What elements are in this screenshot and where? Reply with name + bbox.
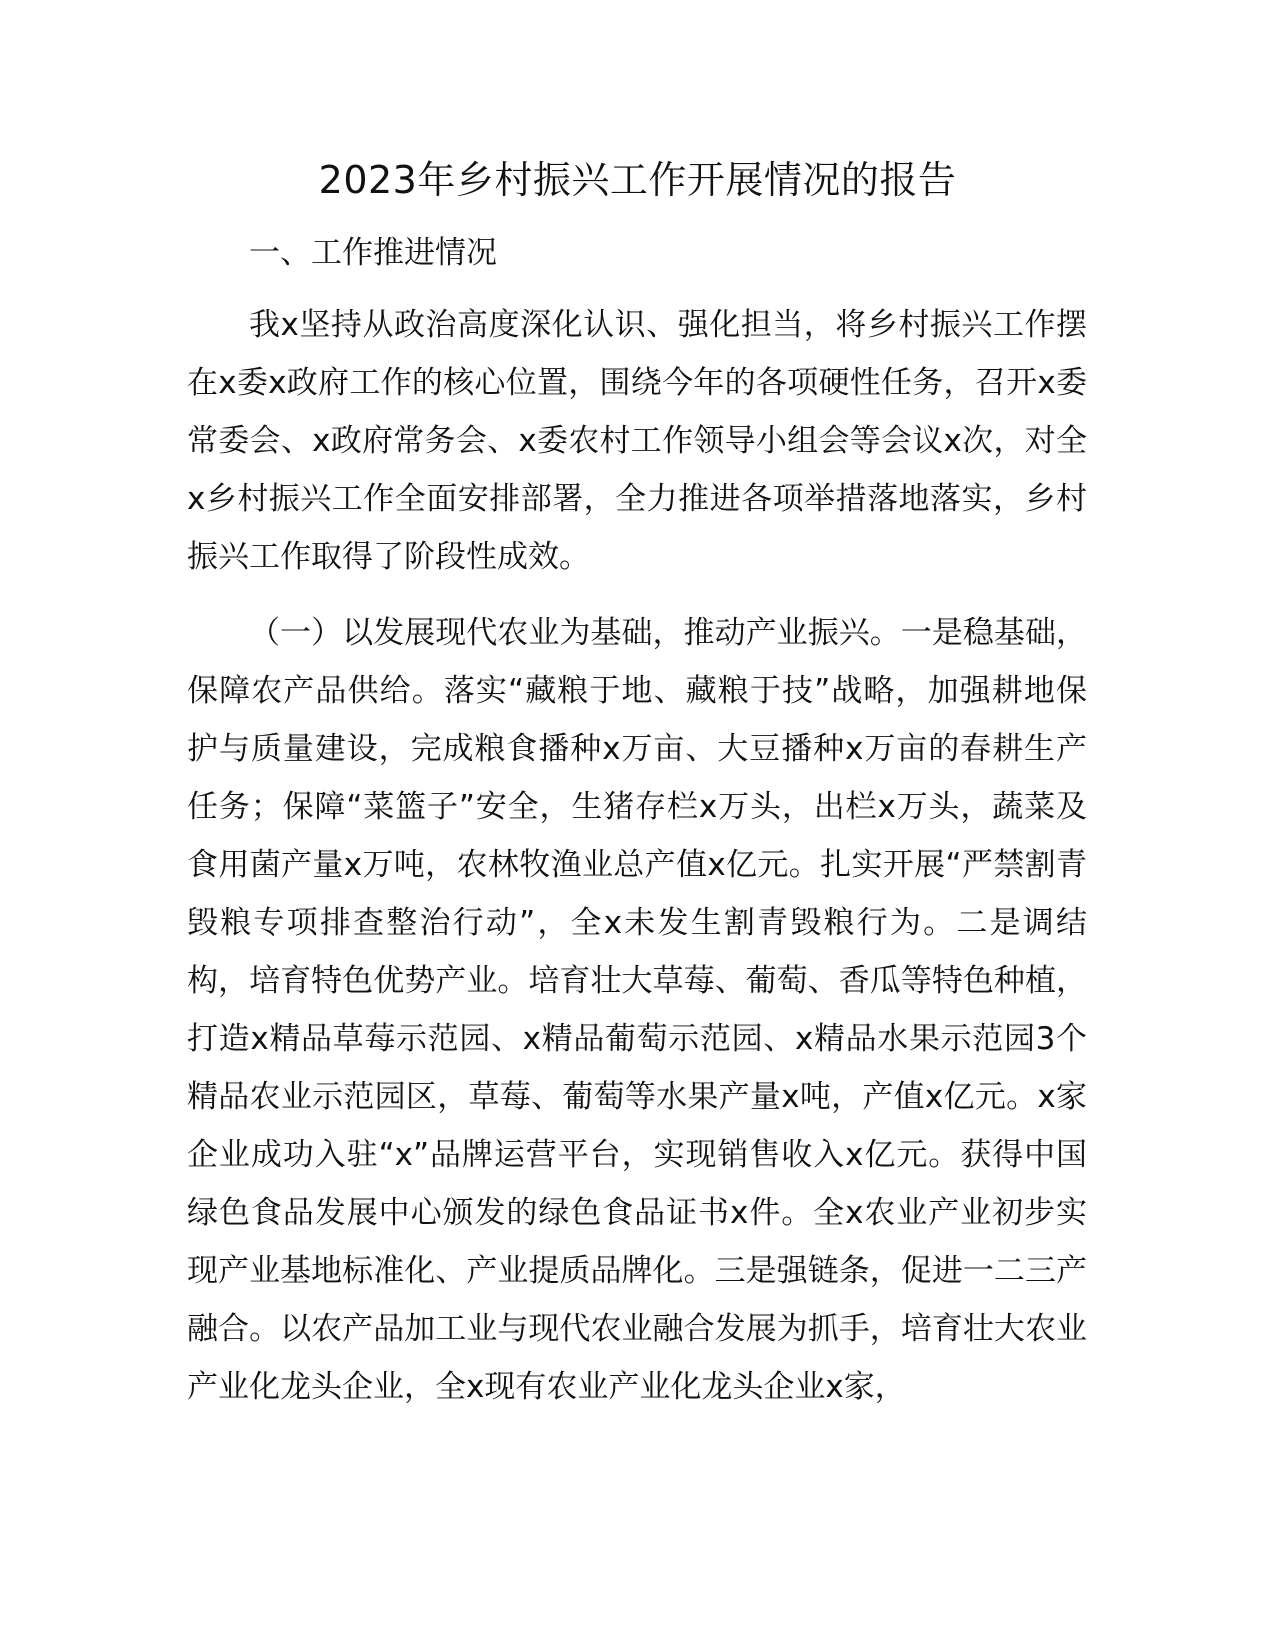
section-heading: 一、工作推进情况 (249, 235, 497, 271)
paragraph-industry: （一）以发展现代农业为基础，推动产业振兴。一是稳基础，保障农产品供给。落实“藏粮于地、藏粮于技”战略，加强耕地保护与质量建设，完成粮食播种x万亩、大豆播种x万亩的春耕生产任务；保障“菜篮子”安全，生猪存栏x万头，出栏x万头，蔬菜及食用菌产量x万吨，农林牧渔业总产值x亿元。扎实开展“严禁割青毁粮专项排查整治行动”，全x未发生割青毁粮行为。二是调结构，培育特色优势产业。培育壮大草莓、葡萄、香瓜等特色种植，打造x精品草莓示范园、x精品葡萄示范园、x精品水果示范园3个精品农业示范园区，草莓、葡萄等水果产量x吨，产值x亿元。x家企业成功入驻“x”品牌运营平台，实现销售收入x亿元。获得中国绿色食品发展中心颁发的绿色食品证书x件。全x农业产业初步实现产业基地标准化、产业提质品牌化。三是强链条，促进一二三产融合。以农产品加工业与现代农业融合发展为抓手，培育壮大农业产业化龙头企业，全x现有农业产业化龙头企业x家， (187, 615, 1087, 1405)
document-title: 2023年乡村振兴工作开展情况的报告 (318, 158, 957, 202)
paragraph-intro: 我x坚持从政治高度深化认识、强化担当，将乡村振兴工作摆在x委x政府工作的核心位置，围绕今年的各项硬性任务，召开x委常委会、x政府常务会、x委农村工作领导小组会等会议x次，对全x乡村振兴工作全面安排部署，全力推进各项举措落地落实，乡村振兴工作取得了阶段性成效。 (187, 307, 1087, 575)
